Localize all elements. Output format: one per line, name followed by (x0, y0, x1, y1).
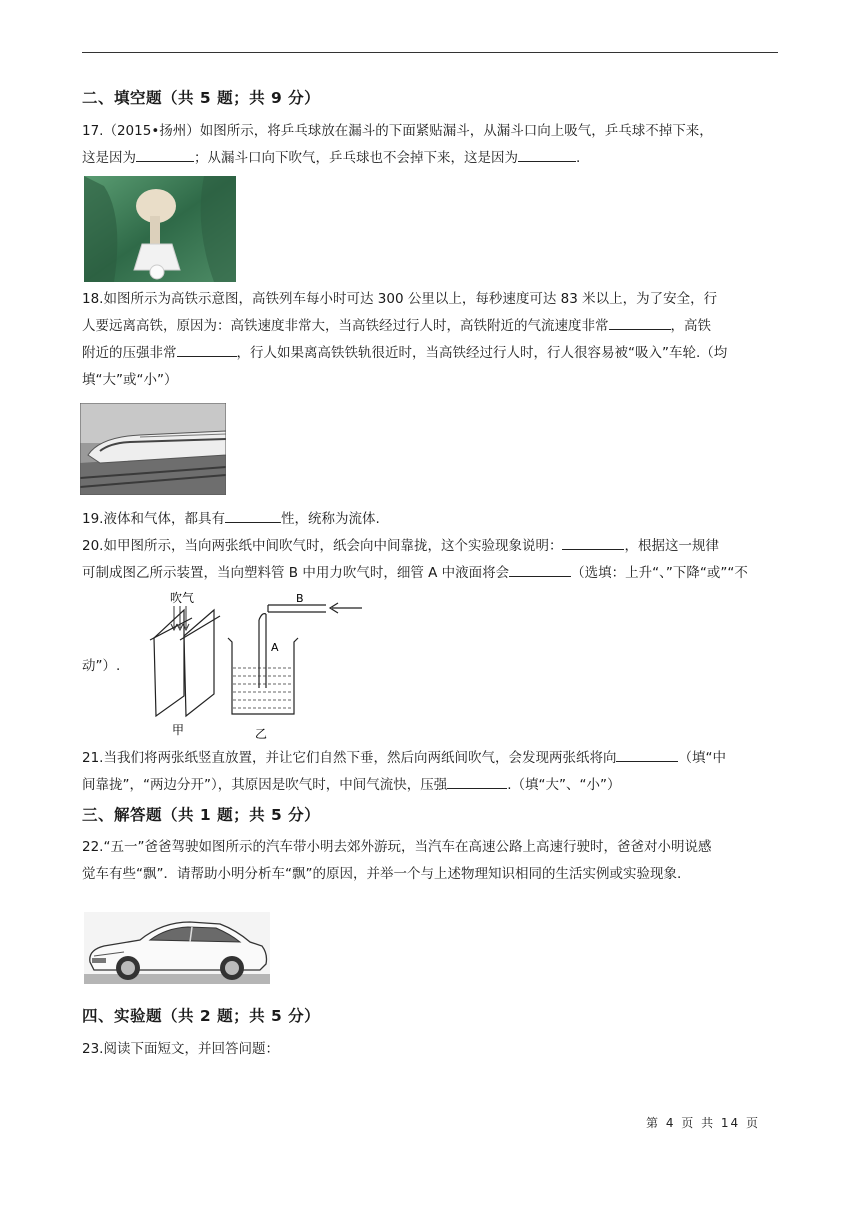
q21-line-2 (82, 772, 778, 799)
q21-text-a: 21.当我们将两张纸竖直放置，并让它们自然下垂，然后向两纸间吹气，会发现两张纸将向 (82, 750, 617, 766)
q21-text-b: （填“中 (678, 750, 726, 766)
question-22 (82, 834, 778, 888)
question-18 (82, 286, 778, 394)
q18-blank-2[interactable] (177, 340, 237, 357)
q18-line-2 (82, 313, 778, 340)
q18-line-1: 18.如图所示为高铁示意图，高铁列车每小时可达 300 公里以上，每秒速度可达 83 米以上，为了安全，行 (82, 291, 718, 307)
q20-line-1 (82, 533, 778, 560)
tube-b (268, 605, 326, 612)
q20-text-b: ，根据这一规律 (624, 538, 719, 554)
q21-line-1 (82, 745, 778, 772)
q19-text-a: 19.液体和气体，都具有 (82, 511, 225, 527)
funnel-ping-pong-photo (84, 176, 236, 282)
question-23: 23.阅读下面短文，并回答问题： (82, 1041, 279, 1057)
q17-line-2 (82, 145, 778, 172)
q18-text-b: 人要远离高铁，原因为：高铁速度非常大，当高铁经过行人时，高铁附近的气流速度非常 (82, 318, 609, 334)
q17-blank-1[interactable] (136, 145, 194, 162)
q18-blank-1[interactable] (609, 313, 671, 330)
q18-text-d: 附近的压强非常 (82, 345, 177, 361)
q19-text-b: 性，统称为流体. (280, 511, 380, 527)
section-heading-fill-in: 二、填空题（共 5 题；共 9 分） (82, 89, 321, 107)
blow-label: 吹气 (170, 591, 195, 605)
q17-text-c: ；从漏斗口向下吹气，乒乓球也不会掉下来，这是因为 (194, 150, 518, 166)
q17-text-d: . (576, 150, 581, 166)
high-speed-train-photo (80, 403, 226, 495)
q17-text-b: 这是因为 (82, 150, 136, 166)
q20-line-3: 动”）. (82, 658, 121, 674)
q21-blank-2[interactable] (447, 772, 507, 789)
q22-line-1: 22.“五一”爸爸驾驶如图所示的汽车带小明去郊外游玩，当汽车在高速公路上高速行驶时，爸爸对小明说感 (82, 839, 712, 855)
paper-sheets (150, 610, 220, 716)
q21-blank-1[interactable] (616, 745, 678, 762)
figure-jia-label: 甲 (172, 723, 185, 737)
q21-text-d: .（填“大”、“小”） (507, 777, 621, 793)
car-photo (84, 912, 270, 984)
question-20 (82, 533, 778, 587)
header-rule (82, 52, 778, 53)
q20-line-2 (82, 560, 778, 587)
tube-a (259, 614, 266, 688)
tube-b-label: B (296, 592, 304, 605)
q21-text-c: 间靠拢”，“两边分开”），其原因是吹气时，中间气流快，压强 (82, 777, 448, 793)
blow-arrows-icon (171, 606, 189, 630)
q20-text-c: 可制成图乙所示装置，当向塑料管 B 中用力吹气时，细管 A 中液面将会 (82, 565, 510, 581)
question-21 (82, 745, 778, 799)
q20-blank-2[interactable] (509, 560, 571, 577)
q20-blank-1[interactable] (562, 533, 624, 550)
tube-a-label: A (271, 641, 279, 654)
q17-blank-2[interactable] (518, 145, 576, 162)
q18-line-3 (82, 340, 778, 367)
q19-blank-1[interactable] (225, 506, 281, 523)
q18-text-c: ，高铁 (670, 318, 711, 334)
page-footer: 第 4 页 共 14 页 (646, 1116, 760, 1130)
question-19 (82, 506, 778, 533)
figure-yi-label: 乙 (255, 727, 268, 740)
q20-text-a: 20.如甲图所示，当向两张纸中间吹气时，纸会向中间靠拢，这个实验现象说明： (82, 538, 563, 554)
q20-text-d: （选填：上升“、”下降“或”“不 (571, 565, 748, 581)
q18-text-e: ，行人如果离高铁铁轨很近时，当高铁经过行人时，行人很容易被“吸入”车轮.（均 (236, 345, 728, 361)
liquid (233, 668, 293, 708)
blow-arrow-icon (330, 603, 362, 613)
q17-line-1: 17.（2015•扬州）如图所示，将乒乓球放在漏斗的下面紧贴漏斗，从漏斗口向上吸气，乒乓球不掉下来， (82, 123, 713, 139)
question-17 (82, 118, 778, 172)
q18-line-4: 填“大”或“小”） (82, 372, 178, 388)
q22-line-2: 觉车有些“飘”．请帮助小明分析车“飘”的原因，并举一个与上述物理知识相同的生活实例或实验现象. (82, 866, 682, 882)
paper-and-tube-diagram (140, 588, 365, 740)
section-heading-answer: 三、解答题（共 1 题；共 5 分） (82, 806, 321, 824)
section-heading-experiment: 四、实验题（共 2 题；共 5 分） (82, 1007, 321, 1025)
